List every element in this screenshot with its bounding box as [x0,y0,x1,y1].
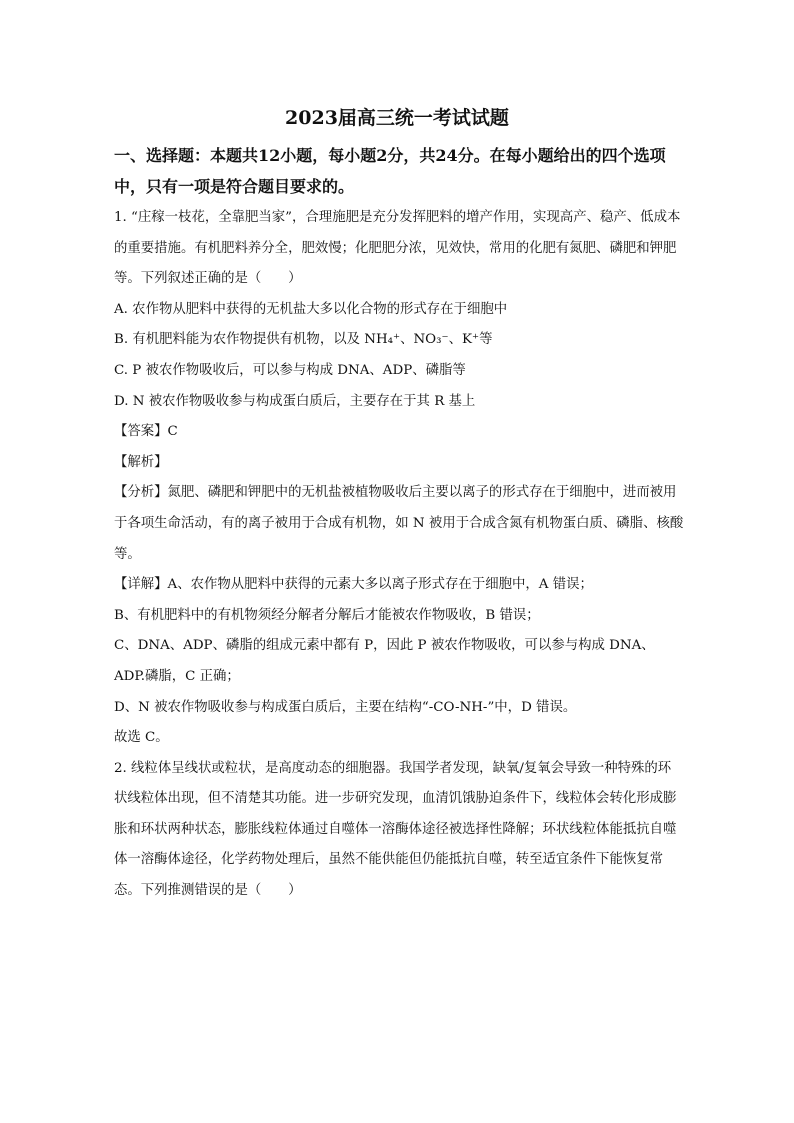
question-1-jiexi-label: 【解析】 [114,454,168,470]
question-1-analysis: 【分析】氮肥、磷肥和钾肥中的无机盐被植物吸收后主要以离子的形式存在于细胞中，进而被用于各项生命活动，有的离子被用于合成有机物，如 N 被用于合成含氮有机物蛋白质、磷脂、核酸等。 [114,485,684,562]
section-heading [114,140,684,202]
section-heading-line-1: 一、选择题：本题共12小题，每小题2分，共24分。在每小题给出的四个选项 [114,146,666,165]
question-1-option-b: B. 有机肥料能为农作物提供有机物，以及 NH₄⁺、NO₃⁻、K⁺等 [114,332,493,348]
question-1-option-c: C. P 被农作物吸收后，可以参与构成 DNA、ADP、磷脂等 [114,362,466,378]
question-1-conclusion: 故选 C。 [114,730,169,746]
question-2-stem: 2. 线粒体呈线状或粒状，是高度动态的细胞器。我国学者发现，缺氧/复氧会导致一种特殊的环状线粒体出现，但不清楚其功能。进一步研究发现，血清饥饿胁迫条件下，线粒体会转化形成膨胀和环状两种状态，膨胀线粒体通过自噬体一溶酶体途径被选择性降解；环状线粒体能抵抗自噬体一溶酶体途径，化学药物处理后，虽然不能供能但仍能抵抗自噬，转至适宜条件下能恢复常态。下列推测错误的是（ ） [114,760,677,899]
question-1-option-d: D. N 被农作物吸收参与构成蛋白质后，主要存在于其 R 基上 [114,393,476,409]
question-1-detail-d: D、N 被农作物吸收参与构成蛋白质后，主要在结构“-CO-NH-”中，D 错误。 [114,699,577,715]
document-body [114,203,684,907]
question-1-detail-c: C、DNA、ADP、磷脂的组成元素中都有 P，因此 P 被农作物吸收，可以参与构成 DNA、ADP.磷脂，C 正确； [114,638,655,684]
question-1-stem: 1. “庄稼一枝花，全靠肥当家”，合理施肥是充分发挥肥料的增产作用，实现高产、稳产、低成本的重要措施。有机肥料养分全，肥效慢；化肥肥分浓，见效快，常用的化肥有氮肥、磷肥和钾肥等。下列叙述正确的是（ ） [114,210,681,287]
question-1-detail-a: 【详解】A、农作物从肥料中获得的元素大多以离子形式存在于细胞中，A 错误； [114,577,593,593]
section-heading-line-2: 中，只有一项是符合题目要求的。 [114,177,355,196]
question-1-detail-b: B、有机肥料中的有机物须经分解者分解后才能被农作物吸收，B 错误； [114,607,540,623]
question-1-option-a: A. 农作物从肥料中获得的无机盐大多以化合物的形式存在于细胞中 [114,301,508,317]
question-1-answer: 【答案】C [114,424,178,440]
page-title: 2023届高三统一考试试题 [285,107,509,129]
